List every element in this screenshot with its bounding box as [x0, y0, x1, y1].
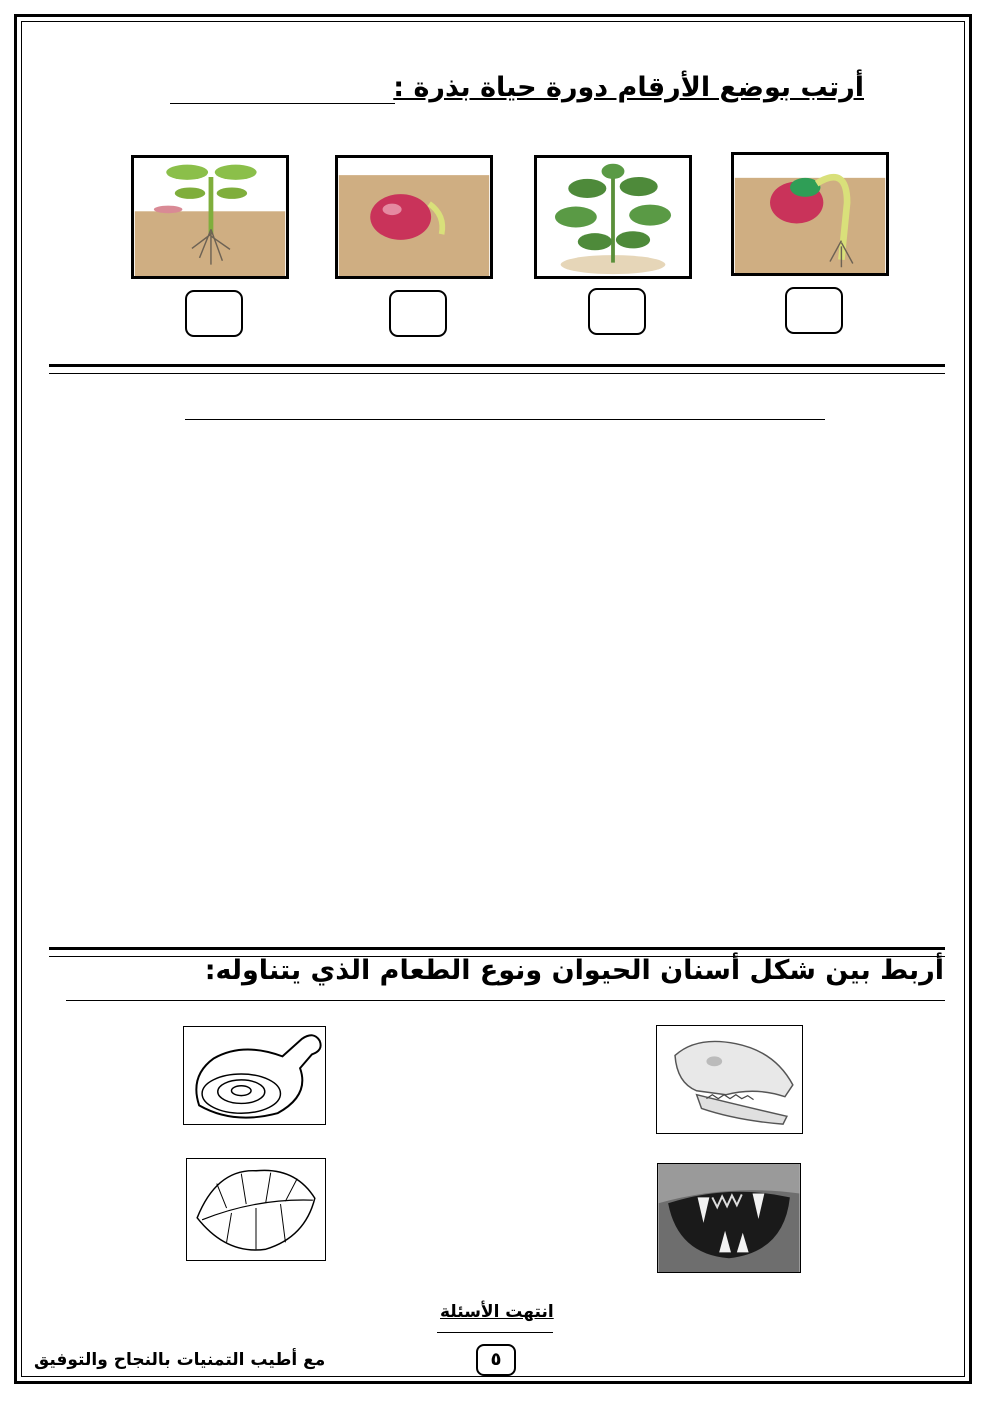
- section-divider-1: [49, 364, 945, 374]
- sprouting-seed-icon: [734, 155, 886, 273]
- food-leaves-image[interactable]: [186, 1158, 326, 1261]
- stage-1-answer-box[interactable]: [185, 290, 243, 337]
- blank-answer-line: [185, 419, 825, 420]
- question-1-title: أرتب بوضع الأرقام دورة حياة بذرة :: [393, 72, 864, 103]
- question-1-underline: [170, 103, 395, 104]
- leaves-icon: [187, 1159, 325, 1260]
- stage-image-seedling: [131, 155, 289, 279]
- germinating-seed-icon: [338, 158, 490, 276]
- stage-image-mature-plant: [534, 155, 692, 279]
- question-2-title: أربط بين شكل أسنان الحيوان ونوع الطعام الذي يتناوله:: [204, 955, 944, 986]
- herbivore-skull-icon: [657, 1026, 802, 1133]
- stage-image-germinating: [335, 155, 493, 279]
- end-of-questions-text: انتهت الأسئلة: [440, 1302, 554, 1322]
- stage-2-answer-box[interactable]: [389, 290, 447, 337]
- meat-drumstick-icon: [184, 1027, 325, 1124]
- page-number: ٥: [476, 1344, 516, 1376]
- end-of-questions-underline: [437, 1332, 553, 1333]
- carnivore-fangs-icon: [658, 1164, 800, 1272]
- stage-3-answer-box[interactable]: [588, 288, 646, 335]
- food-meat-image[interactable]: [183, 1026, 326, 1125]
- mature-plant-icon: [537, 158, 689, 276]
- stage-4-answer-box[interactable]: [785, 287, 843, 334]
- good-luck-text: مع أطيب التمنيات بالنجاح والتوفيق: [34, 1350, 326, 1370]
- herbivore-teeth-image[interactable]: [656, 1025, 803, 1134]
- seedling-with-leaves-icon: [134, 158, 286, 276]
- stage-image-sprouting: [731, 152, 889, 276]
- carnivore-teeth-image[interactable]: [657, 1163, 801, 1273]
- question-2-underline: [66, 1000, 945, 1001]
